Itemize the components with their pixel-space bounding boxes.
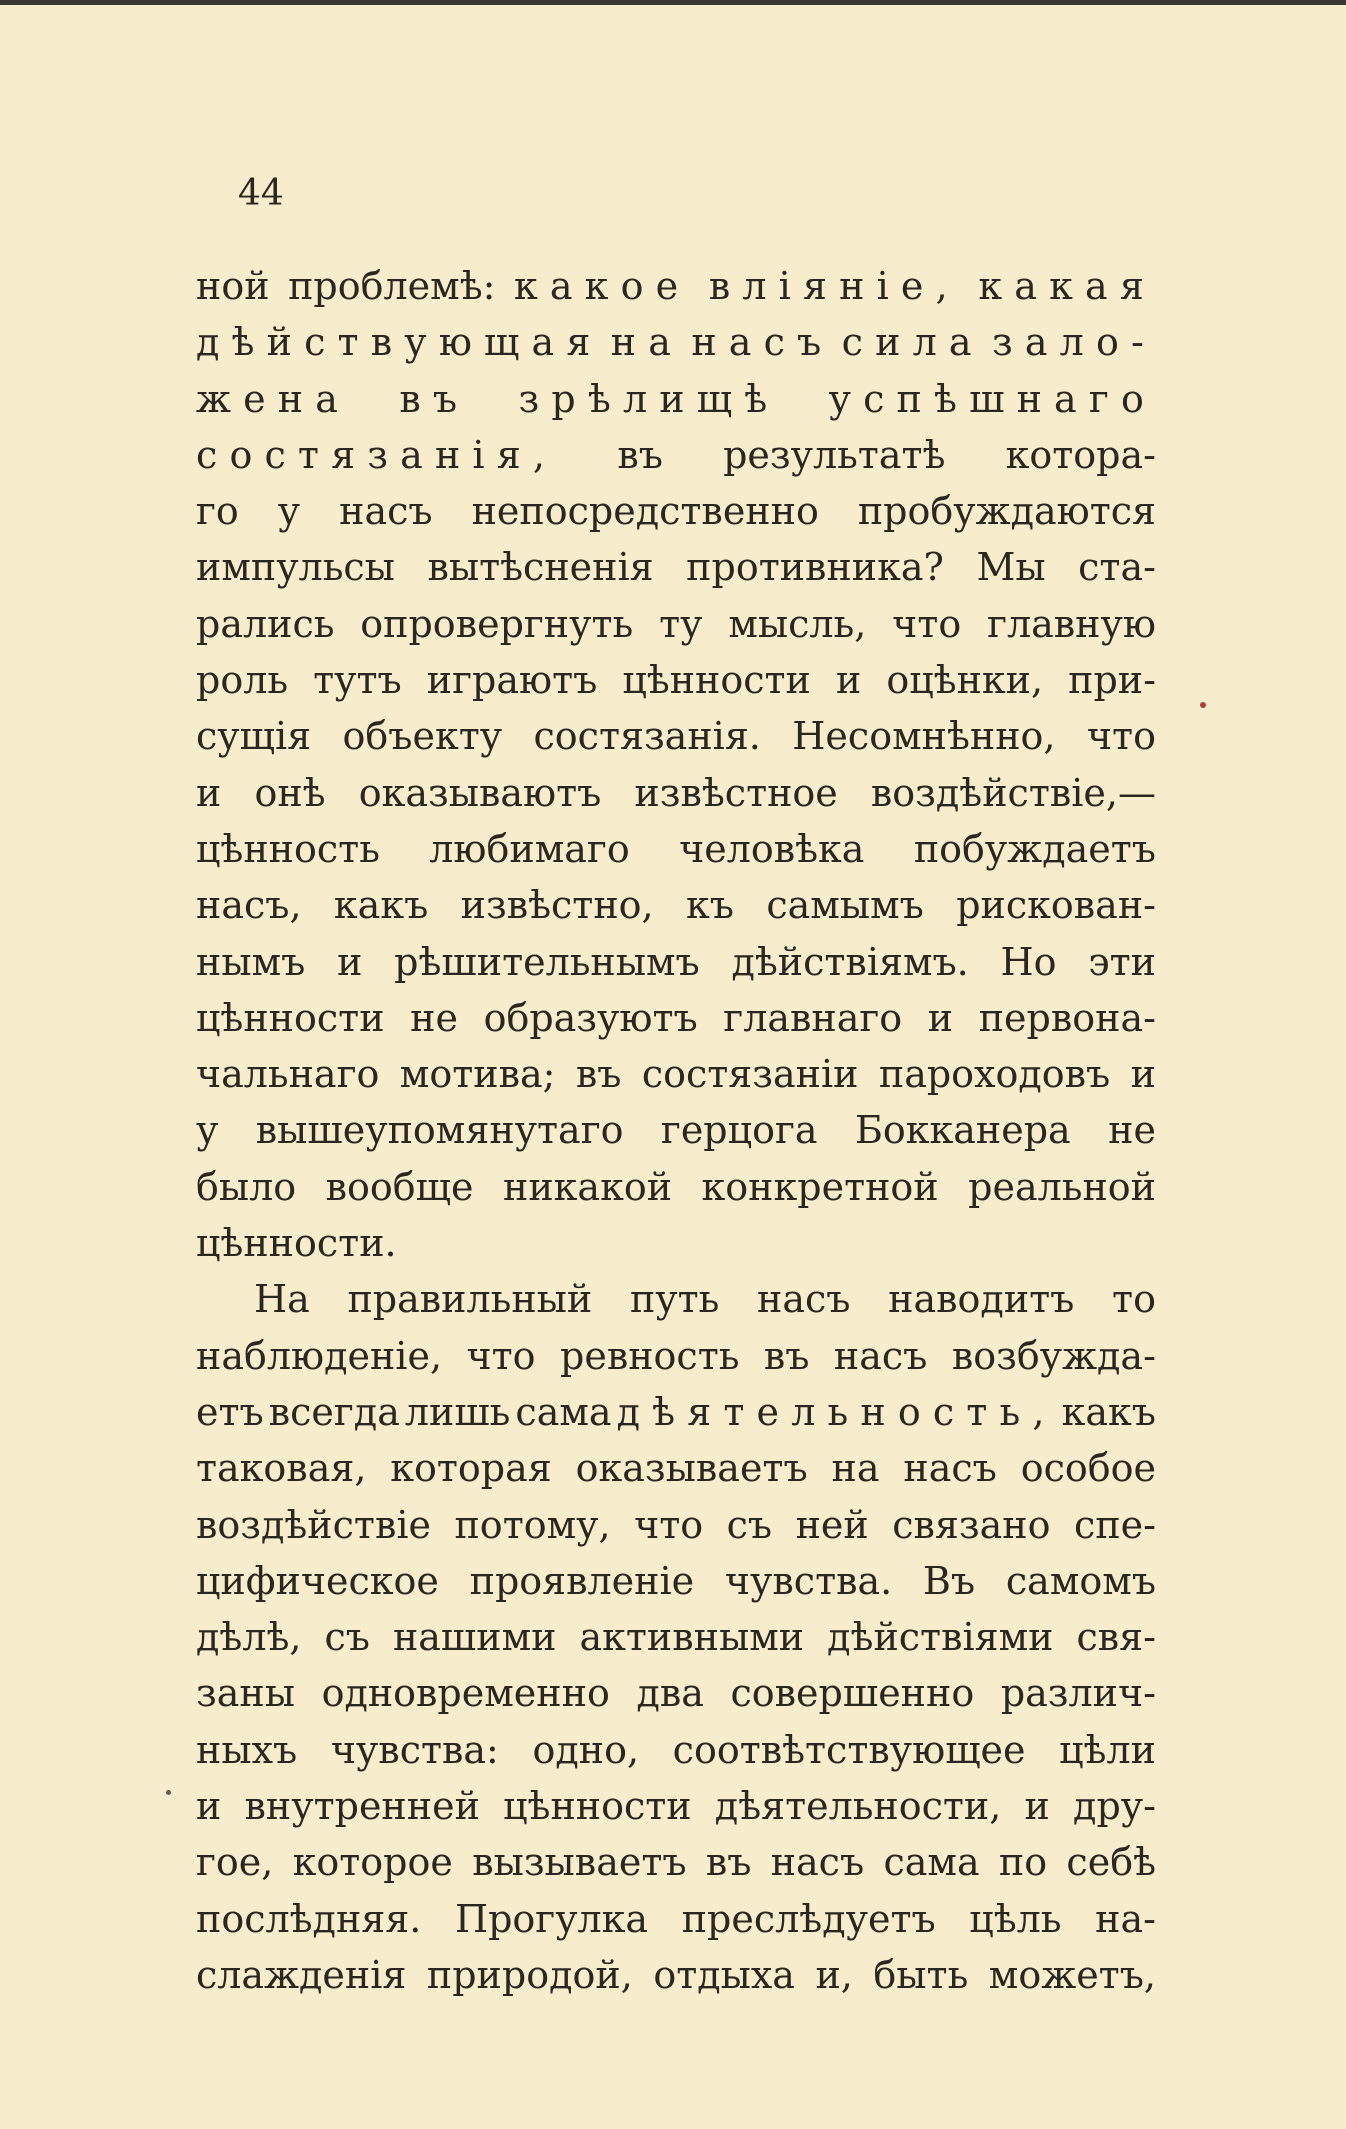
word: нымъ — [196, 939, 306, 984]
word: цѣнность — [196, 826, 380, 871]
word: самымъ — [766, 883, 924, 928]
word: путь — [629, 1277, 720, 1322]
ink-speck — [1200, 702, 1206, 708]
word: возбужда- — [951, 1333, 1156, 1378]
text-line — [196, 1440, 1156, 1496]
word: потому, — [454, 1502, 611, 1547]
word: человѣка — [679, 826, 865, 871]
word: насъ — [833, 1333, 928, 1378]
text-line — [196, 1553, 1156, 1609]
word: проблемѣ: — [288, 264, 496, 308]
word: цифическое — [196, 1558, 439, 1603]
word: роль — [196, 658, 289, 703]
word: вытѣсненія — [427, 545, 654, 590]
emphasized-word: какая — [978, 264, 1156, 308]
word: пробуждаются — [857, 489, 1156, 534]
word: послѣдняя. — [196, 1896, 422, 1941]
text-line — [196, 427, 1156, 483]
word: чувства: — [330, 1727, 499, 1772]
emphasized-word: успѣшнаго — [828, 376, 1156, 421]
word: оказываетъ — [575, 1446, 808, 1491]
word: импульсы — [196, 545, 395, 590]
word: ныхъ — [196, 1727, 298, 1772]
emphasized-word: жена — [196, 376, 351, 421]
word: На — [254, 1277, 310, 1322]
text-line — [196, 1947, 1156, 2003]
text-line — [196, 1328, 1156, 1384]
word: спе- — [1073, 1502, 1156, 1547]
word: вообще — [325, 1164, 474, 1209]
word: воздѣйствіе,— — [870, 770, 1156, 815]
text-line — [196, 258, 1156, 314]
word: какъ — [333, 883, 429, 928]
word: связано — [892, 1502, 1051, 1547]
word: и — [196, 770, 222, 815]
word: заны — [196, 1671, 295, 1716]
word: дѣйствіямъ. — [731, 939, 969, 984]
word: ревность — [560, 1333, 740, 1378]
word: эти — [1088, 939, 1156, 984]
word: всегда — [268, 1389, 400, 1434]
word: природой, — [426, 1952, 633, 1997]
emphasized-word: зало- — [991, 320, 1156, 365]
word: насъ — [339, 489, 433, 534]
word: насъ — [903, 1446, 997, 1491]
word: тутъ — [313, 658, 402, 703]
word: Мы — [976, 545, 1046, 590]
text-line — [196, 1778, 1156, 1834]
word: было — [196, 1164, 297, 1209]
emphasized-word: дѣятельность, — [616, 1389, 1057, 1434]
word: сама — [515, 1389, 612, 1434]
word: Въ — [923, 1558, 976, 1603]
word: активными — [579, 1615, 805, 1660]
word: цѣль — [969, 1896, 1062, 1941]
word: на- — [1095, 1896, 1156, 1941]
word: можетъ, — [988, 1952, 1156, 1997]
word: первона- — [978, 995, 1156, 1040]
word: преслѣдуетъ — [681, 1896, 936, 1941]
word: что — [892, 601, 962, 646]
word: въ — [763, 1333, 810, 1378]
word: быть — [873, 1952, 969, 1997]
word: главную — [987, 601, 1156, 646]
word: цѣнности — [196, 995, 385, 1040]
word: опровергнуть — [360, 601, 634, 646]
text-line — [196, 1609, 1156, 1665]
word: результатѣ — [723, 432, 946, 477]
word: соотвѣтствующее — [672, 1727, 1026, 1772]
word: что — [466, 1333, 536, 1378]
text-line — [196, 1046, 1156, 1102]
word: вышеупомянутаго — [255, 1108, 624, 1153]
page-number: 44 — [238, 173, 284, 214]
emphasized-word: насъ — [691, 320, 834, 365]
word: цѣли — [1059, 1727, 1156, 1772]
word: самомъ — [1005, 1558, 1156, 1603]
text-line — [196, 934, 1156, 990]
word: наводитъ — [888, 1277, 1075, 1322]
word: слажденія — [196, 1952, 407, 1997]
word: Но — [1000, 939, 1057, 984]
word: одно, — [532, 1727, 640, 1772]
word: дѣятельности, — [714, 1784, 1002, 1829]
word: въ — [575, 1052, 622, 1097]
word: непосредственно — [471, 489, 819, 534]
word: оцѣнки, — [886, 658, 1044, 703]
word: побуждаетъ — [913, 826, 1156, 871]
word: етъ — [196, 1389, 264, 1434]
word: то — [1112, 1277, 1156, 1322]
word: и — [1130, 1052, 1156, 1097]
text-line — [196, 1834, 1156, 1890]
word: нашими — [392, 1615, 557, 1660]
word: что — [634, 1502, 704, 1547]
emphasized-word: вліяніе, — [708, 264, 960, 308]
emphasized-word: зрѣлищѣ — [518, 376, 780, 421]
word: чувства. — [724, 1558, 893, 1603]
word: не — [410, 995, 458, 1040]
word: и — [835, 658, 862, 703]
page-top-edge — [0, 0, 1346, 5]
word: лишь — [404, 1389, 511, 1434]
word: къ — [686, 883, 734, 928]
word: дѣйствіями — [827, 1615, 1054, 1660]
word: цѣнности — [503, 1784, 692, 1829]
word: дру- — [1073, 1784, 1156, 1829]
word: состязанія. — [533, 714, 761, 759]
word: чальнаго — [196, 1052, 380, 1097]
word: цѣнности. — [196, 1221, 397, 1266]
word: внутренней — [244, 1784, 480, 1829]
word: реальной — [968, 1164, 1156, 1209]
text-line — [196, 652, 1156, 708]
word: герцога — [660, 1108, 818, 1153]
word: что — [1086, 714, 1156, 759]
word: проявленіе — [469, 1558, 695, 1603]
word: и — [196, 1784, 222, 1829]
word: по — [998, 1840, 1048, 1885]
word: дѣлѣ, — [196, 1615, 302, 1660]
emphasized-word: на — [610, 320, 684, 365]
word: образуютъ — [483, 995, 698, 1040]
word: воздѣйствіе — [196, 1502, 431, 1547]
word: вызываетъ — [472, 1840, 687, 1885]
word: го — [196, 489, 239, 534]
word: насъ, — [196, 883, 302, 928]
text-line — [196, 1722, 1156, 1778]
word: Прогулка — [454, 1896, 649, 1941]
text-line — [196, 1159, 1156, 1215]
word: любимаго — [429, 826, 630, 871]
word: въ — [617, 432, 663, 477]
word: наблюденіе, — [196, 1333, 443, 1378]
word: играютъ — [426, 658, 598, 703]
word: съ — [324, 1615, 370, 1660]
word: насъ — [757, 1277, 851, 1322]
word: цѣнности — [622, 658, 811, 703]
word: ста- — [1078, 545, 1156, 590]
word: и — [927, 995, 954, 1040]
word: правильный — [347, 1277, 593, 1322]
word: свя- — [1076, 1615, 1156, 1660]
word: онѣ — [254, 770, 326, 815]
emphasized-word: сила — [841, 320, 984, 365]
word: конкретной — [701, 1164, 939, 1209]
text-line — [196, 1891, 1156, 1947]
word: ту — [659, 601, 703, 646]
word: котора- — [1005, 432, 1156, 477]
word: объекту — [342, 714, 503, 759]
word: никакой — [503, 1164, 673, 1209]
text-line — [196, 1665, 1156, 1721]
word: сама — [883, 1840, 980, 1885]
word: одновременно — [321, 1671, 610, 1716]
text-line — [196, 1102, 1156, 1158]
body-text — [196, 258, 1156, 2003]
text-line — [196, 596, 1156, 652]
word: оказываютъ — [358, 770, 602, 815]
text-line — [196, 371, 1156, 427]
word: себѣ — [1066, 1840, 1156, 1885]
word: въ — [705, 1840, 752, 1885]
word: у — [277, 489, 301, 534]
word: насъ — [770, 1840, 865, 1885]
emphasized-word: въ — [399, 376, 470, 421]
word: рискован- — [956, 883, 1156, 928]
word: сущія — [196, 714, 312, 759]
word: мотива; — [399, 1052, 556, 1097]
word: извѣстное — [634, 770, 838, 815]
emphasized-word: дѣйствующая — [196, 320, 603, 365]
text-line — [196, 314, 1156, 370]
word: не — [1108, 1108, 1156, 1153]
text-line — [196, 821, 1156, 877]
emphasized-word: состязанія, — [196, 432, 558, 477]
word: рались — [196, 601, 335, 646]
word: при- — [1068, 658, 1156, 703]
word: Бокканера — [854, 1108, 1071, 1153]
word: противника? — [686, 545, 944, 590]
word: которая — [390, 1446, 552, 1491]
word: таковая, — [196, 1446, 367, 1491]
word: ной — [196, 264, 270, 308]
text-line — [196, 765, 1156, 821]
text-line — [196, 1215, 1156, 1271]
word: и — [337, 939, 363, 984]
word: пароходовъ — [878, 1052, 1111, 1097]
word: и — [1024, 1784, 1050, 1829]
word: съ — [726, 1502, 773, 1547]
word: Несомнѣнно, — [792, 714, 1056, 759]
text-line — [196, 708, 1156, 764]
text-line — [196, 990, 1156, 1046]
word: извѣстно, — [460, 883, 654, 928]
word: которое — [292, 1840, 453, 1885]
word: и, — [815, 1952, 853, 1997]
text-line — [196, 539, 1156, 595]
word: на — [831, 1446, 880, 1491]
word: особое — [1020, 1446, 1156, 1491]
text-line — [196, 483, 1156, 539]
paragraph-first-line — [196, 1271, 1156, 1327]
word: мысль, — [728, 601, 867, 646]
text-line — [196, 1384, 1156, 1440]
ink-speck — [166, 1790, 171, 1795]
word: состязаніи — [641, 1052, 859, 1097]
word: два — [636, 1671, 704, 1716]
emphasized-word: какое — [513, 264, 691, 308]
word: отдыха — [653, 1952, 795, 1997]
word: главнаго — [723, 995, 903, 1040]
text-line — [196, 1497, 1156, 1553]
word: совершенно — [730, 1671, 975, 1716]
word: рѣшительнымъ — [394, 939, 700, 984]
word: ней — [795, 1502, 869, 1547]
word: различ- — [1000, 1671, 1156, 1716]
word: какъ — [1061, 1389, 1156, 1434]
text-line — [196, 877, 1156, 933]
word: у — [196, 1108, 219, 1153]
word: гое, — [196, 1840, 274, 1885]
